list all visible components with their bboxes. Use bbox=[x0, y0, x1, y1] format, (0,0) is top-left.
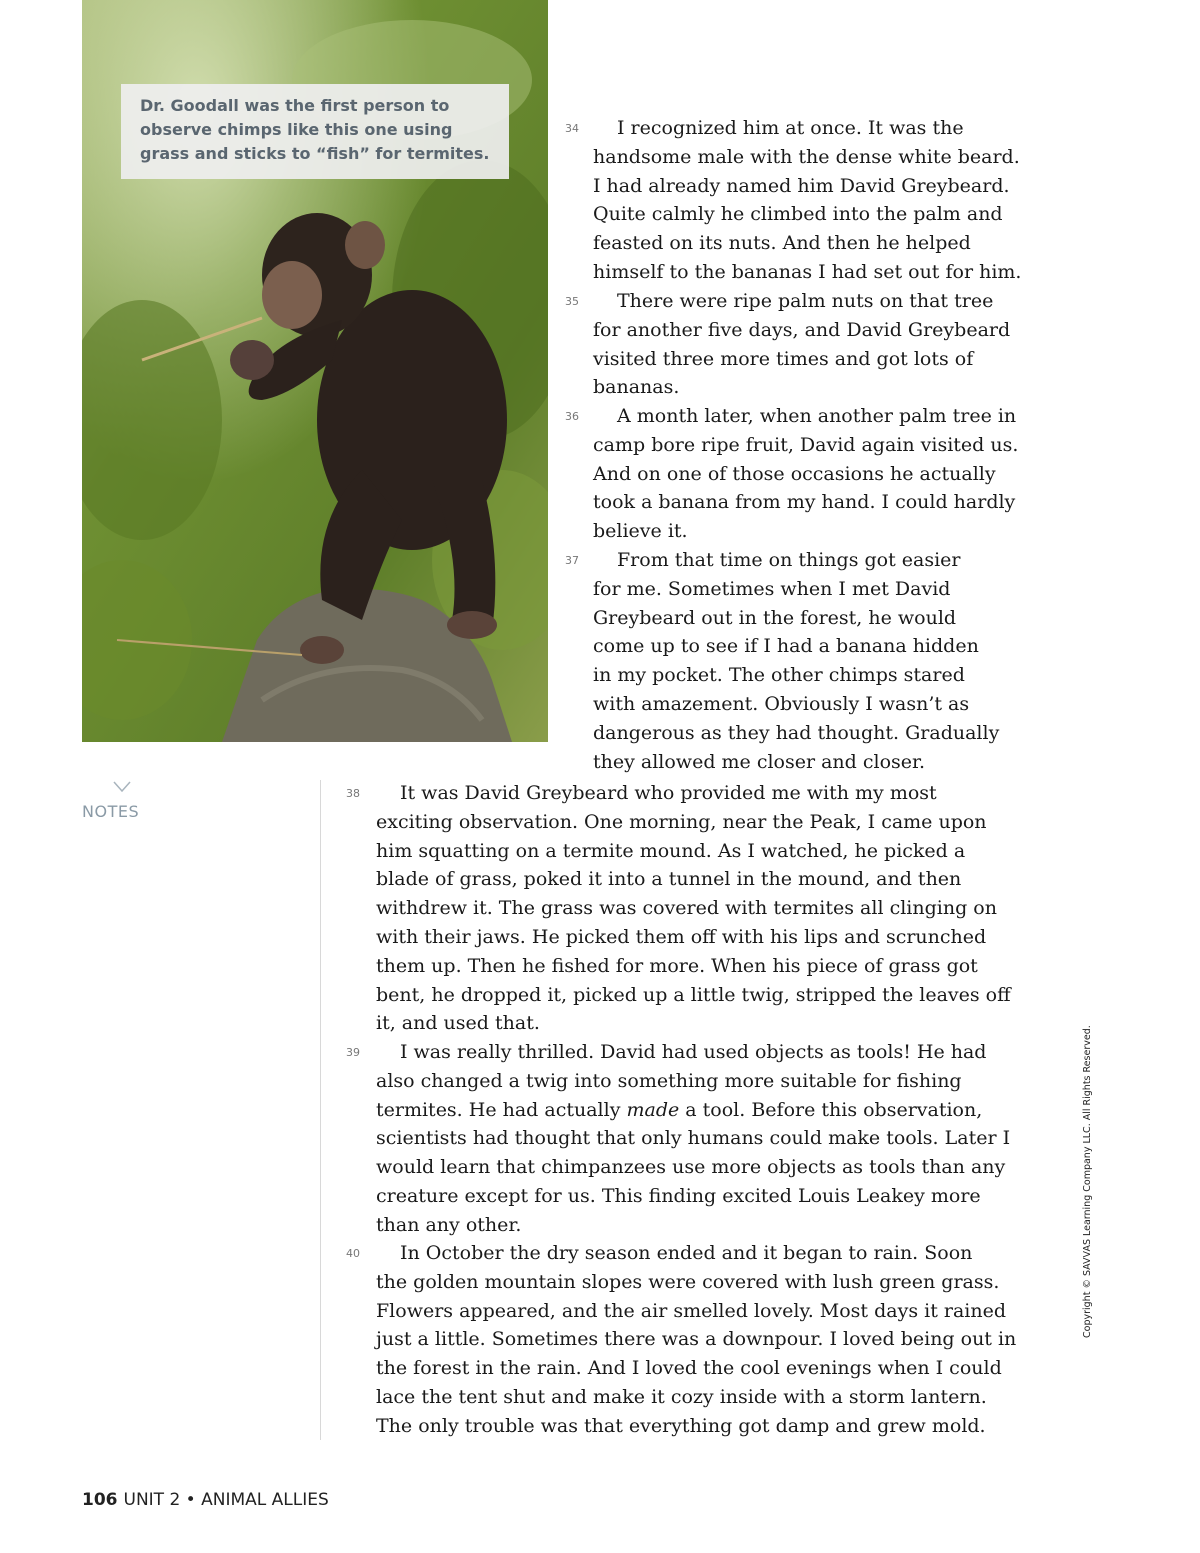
text-line: There were ripe palm nuts on that tree bbox=[617, 290, 994, 312]
text-line: Greybeard out in the forest, he would bbox=[593, 606, 957, 629]
text-line: camp bore ripe fruit, David again visited us. bbox=[593, 433, 1019, 456]
text-line: From that time on things got easier bbox=[617, 549, 961, 571]
text-line: Quite calmly he climbed into the palm and bbox=[593, 203, 1003, 226]
text-line: withdrew it. The grass was covered with termites all clinging on bbox=[376, 897, 997, 920]
page-footer bbox=[82, 1490, 329, 1510]
text-line: himself to the bananas I had set out for him. bbox=[593, 260, 1022, 283]
photo-caption: Dr. Goodall was the first person to observe chimps like this one using grass and sticks to “fish” for termites. bbox=[121, 84, 509, 179]
text-line: exciting observation. One morning, near the Peak, I came upon bbox=[376, 810, 987, 833]
paragraph-39 bbox=[346, 1038, 1011, 1240]
text-line: they allowed me closer and closer. bbox=[593, 750, 926, 773]
text-line: bent, he dropped it, picked up a little twig, stripped the leaves off bbox=[376, 983, 1011, 1006]
text-line: took a banana from my hand. I could hardly bbox=[593, 491, 1016, 514]
text-line: in my pocket. The other chimps stared bbox=[593, 664, 965, 687]
text-line: Flowers appeared, and the air smelled lovely. Most days it rained bbox=[376, 1299, 1007, 1322]
text-line: just a little. Sometimes there was a downpour. I loved being out in bbox=[376, 1328, 1017, 1351]
text-line: lace the tent shut and make it cozy inside with a storm lantern. bbox=[376, 1385, 987, 1408]
text-line: I had already named him David Greybeard. bbox=[593, 174, 1010, 197]
text-line: creature except for us. This finding excited Louis Leakey more bbox=[376, 1184, 981, 1207]
paragraph-number: 38 bbox=[346, 787, 360, 800]
text-line: come up to see if I had a banana hidden bbox=[593, 635, 979, 658]
text-line: than any other. bbox=[376, 1213, 522, 1236]
text-line: believe it. bbox=[593, 520, 688, 543]
paragraph-35 bbox=[565, 287, 1011, 402]
paragraph-number: 37 bbox=[565, 554, 579, 567]
text-line: them up. Then he fished for more. When his piece of grass got bbox=[376, 954, 978, 977]
paragraph-number: 39 bbox=[346, 1046, 360, 1059]
chevron-down-icon bbox=[112, 780, 132, 794]
paragraph-number: 35 bbox=[565, 295, 579, 308]
paragraph-37 bbox=[565, 546, 1000, 776]
text-line: the forest in the rain. And I loved the cool evenings when I could bbox=[376, 1357, 1002, 1380]
unit-title: UNIT 2 • ANIMAL ALLIES bbox=[123, 1490, 329, 1510]
text-line: And on one of those occasions he actually bbox=[593, 462, 996, 485]
paragraph-number: 34 bbox=[565, 122, 579, 135]
text-line bbox=[376, 1096, 1010, 1125]
paragraph-34 bbox=[565, 114, 1022, 287]
notes-label: NOTES bbox=[82, 802, 140, 821]
text-line: him squatting on a termite mound. As I watched, he picked a bbox=[376, 839, 966, 862]
emphasized-word: made bbox=[626, 1098, 680, 1121]
paragraph-number: 40 bbox=[346, 1247, 360, 1260]
text-line: handsome male with the dense white beard. bbox=[593, 145, 1020, 168]
text-line: it, and used that. bbox=[376, 1012, 540, 1035]
text-line: with their jaws. He picked them off with his lips and scrunched bbox=[376, 925, 987, 948]
notes-margin bbox=[82, 780, 321, 1440]
copyright-notice: Copyright © SAVVAS Learning Company LLC. All Rights Reserved. bbox=[1082, 1025, 1093, 1338]
text-line: blade of grass, poked it into a tunnel in the mound, and then bbox=[376, 868, 962, 891]
text-line: A month later, when another palm tree in bbox=[617, 405, 1017, 427]
paragraph-number: 36 bbox=[565, 410, 579, 423]
paragraph-36 bbox=[565, 402, 1019, 546]
text-line: scientists had thought that only humans could make tools. Later I bbox=[376, 1127, 1011, 1150]
text-line: I was really thrilled. David had used objects as tools! He had bbox=[400, 1041, 987, 1063]
text-line: The only trouble was that everything got damp and grew mold. bbox=[376, 1414, 986, 1437]
page-number: 106 bbox=[82, 1490, 118, 1510]
text-segment: a tool. Before this observation, bbox=[679, 1098, 983, 1121]
text-line: also changed a twig into something more suitable for fishing bbox=[376, 1069, 962, 1092]
paragraph-38 bbox=[346, 779, 1011, 1038]
paragraph-40 bbox=[346, 1239, 1017, 1441]
text-line: In October the dry season ended and it began to rain. Soon bbox=[400, 1242, 973, 1264]
text-line: the golden mountain slopes were covered with lush green grass. bbox=[376, 1270, 1000, 1293]
text-segment: termites. He had actually bbox=[376, 1098, 627, 1121]
text-line: bananas. bbox=[593, 376, 680, 399]
text-line: visited three more times and got lots of bbox=[593, 347, 974, 370]
text-line: with amazement. Obviously I wasn’t as bbox=[593, 692, 970, 715]
text-line: I recognized him at once. It was the bbox=[617, 117, 964, 139]
text-line: for another five days, and David Greybeard bbox=[593, 318, 1011, 341]
text-line: dangerous as they had thought. Gradually bbox=[593, 721, 1000, 744]
text-line: feasted on its nuts. And then he helped bbox=[593, 232, 971, 255]
text-line: would learn that chimpanzees use more objects as tools than any bbox=[376, 1156, 1006, 1179]
text-line: for me. Sometimes when I met David bbox=[593, 577, 951, 600]
text-line: It was David Greybeard who provided me with my most bbox=[400, 782, 937, 804]
